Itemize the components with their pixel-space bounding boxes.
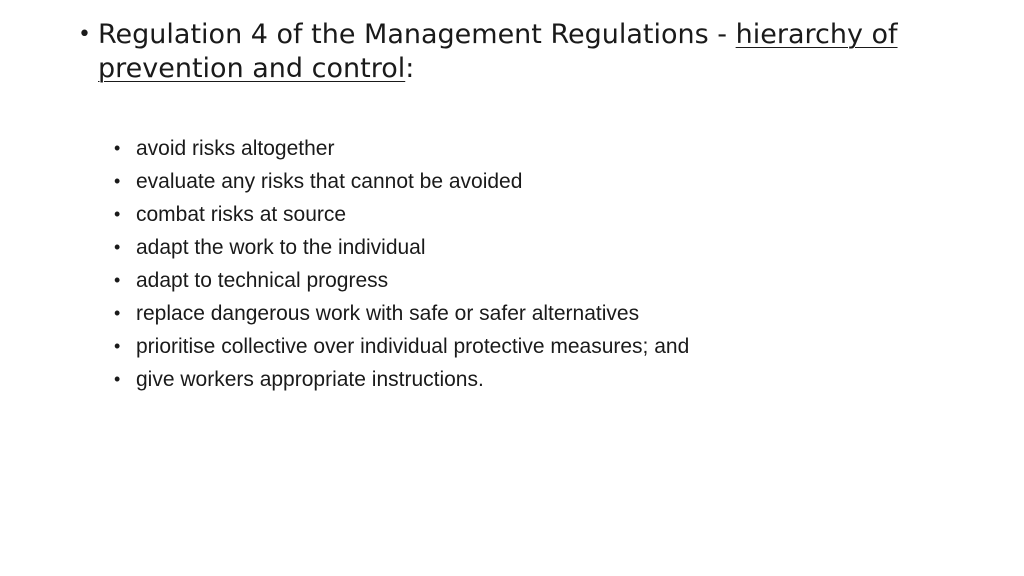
sub-bullet-list <box>114 132 689 396</box>
list-item-text: adapt the work to the individual <box>136 236 426 259</box>
list-item-text: give workers appropriate instructions. <box>136 368 484 391</box>
list-item-text: combat risks at source <box>136 203 347 226</box>
list-item <box>114 132 689 165</box>
bullet-icon: • <box>114 270 121 290</box>
main-bullet-point <box>78 18 958 86</box>
main-point-lead: Regulation 4 of the Management Regulations - <box>98 19 736 50</box>
bullet-icon: • <box>114 369 121 389</box>
list-item <box>114 198 689 231</box>
list-item <box>114 165 689 198</box>
list-item <box>114 231 689 264</box>
main-point-text <box>98 18 958 86</box>
list-item <box>114 330 689 363</box>
main-point-underlined: hierarchy of prevention and control <box>98 19 898 84</box>
list-item-text: replace dangerous work with safe or safer alternatives <box>136 302 640 325</box>
list-item-text: adapt to technical progress <box>136 269 389 292</box>
bullet-icon: • <box>114 237 121 257</box>
list-item-text: prioritise collective over individual protective measures; and <box>136 335 690 358</box>
bullet-icon: • <box>114 336 121 356</box>
bullet-icon: • <box>78 22 91 47</box>
list-item <box>114 363 689 396</box>
list-item <box>114 297 689 330</box>
list-item-text: avoid risks altogether <box>136 137 335 160</box>
bullet-icon: • <box>114 171 121 191</box>
bullet-icon: • <box>114 303 121 323</box>
bullet-icon: • <box>114 204 121 224</box>
list-item-text: evaluate any risks that cannot be avoided <box>136 170 523 193</box>
bullet-icon: • <box>114 138 121 158</box>
list-item <box>114 264 689 297</box>
main-point-colon: : <box>405 53 415 84</box>
